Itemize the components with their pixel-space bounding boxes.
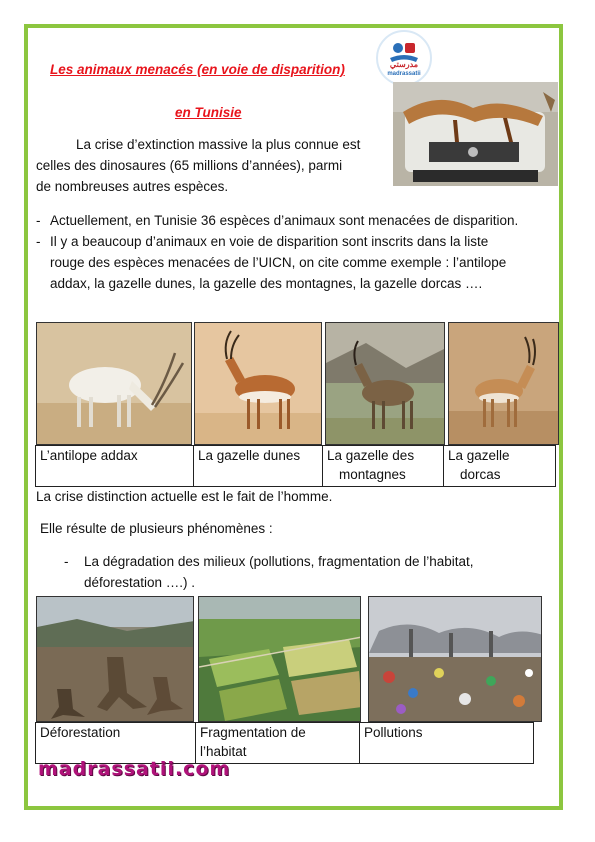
watermark: madrassatii.com [38,758,231,780]
statement-2: Elle résulte de plusieurs phénomènes : [40,521,273,536]
caption-line: l’habitat [200,744,247,759]
caption-line: Fragmentation de [200,725,306,740]
cause-bullet [64,551,544,593]
deforestation-photo [36,596,194,722]
page-subtitle: en Tunisie [175,105,242,120]
habitat-fragmentation-photo [198,596,361,722]
caption-line: dorcas [460,467,501,482]
bullet-dash: - [36,234,41,249]
caption-line: Pollutions [364,725,423,740]
mountain-gazelle-photo [325,322,445,445]
animal-caption-table [35,445,556,487]
caption-line: La gazelle [448,448,510,463]
caption-line: Déforestation [40,725,121,740]
hunted-gazelles-photo [393,82,558,186]
intro-line-1: La crise d’extinction massive la plus connue est [76,137,361,152]
caption-line: La gazelle dunes [198,448,301,463]
bullet-dash: - [64,554,69,569]
intro-line-2: celles des dinosaures (65 millions d’années), parmi [36,158,343,173]
pollution-photo [368,596,542,722]
bullet-line: Il y a beaucoup d’animaux en voie de disparition sont inscrits dans la liste [50,234,489,249]
animal-caption [36,446,194,487]
bullet-item [36,210,556,231]
bullet-line: déforestation ….) . [84,575,196,590]
bullet-item [36,231,556,294]
bullet-line: Actuellement, en Tunisie 36 espèces d’animaux sont menacées de disparition. [50,213,519,228]
cause-caption [360,723,534,764]
bullet-line: rouge des espèces menacées de l’UICN, on cite comme exemple : l’antilope [50,255,507,270]
caption-line: montagnes [339,467,406,482]
animal-caption [323,446,444,487]
page-title: Les animaux menacés (en voie de disparition) [50,62,345,77]
bullet-line: addax, la gazelle dunes, la gazelle des montagnes, la gazelle dorcas …. [50,276,483,291]
caption-line: La gazelle des [327,448,415,463]
intro-line-3: de nombreuses autres espèces. [36,179,229,194]
addax-photo [36,322,192,445]
logo [376,30,432,86]
dorcas-gazelle-photo [448,322,559,445]
logo-text: madrassatii [387,71,421,77]
statement: La crise distinction actuelle est le fait de l’homme. [36,489,333,504]
animal-caption [194,446,323,487]
dune-gazelle-photo [194,322,322,445]
caption-line: L’antilope addax [40,448,138,463]
logo-text-arabic: مدرستي [389,60,419,69]
bullet-line: La dégradation des milieux (pollutions, fragmentation de l’habitat, [84,554,474,569]
animal-caption [444,446,556,487]
bullet-dash: - [36,213,41,228]
